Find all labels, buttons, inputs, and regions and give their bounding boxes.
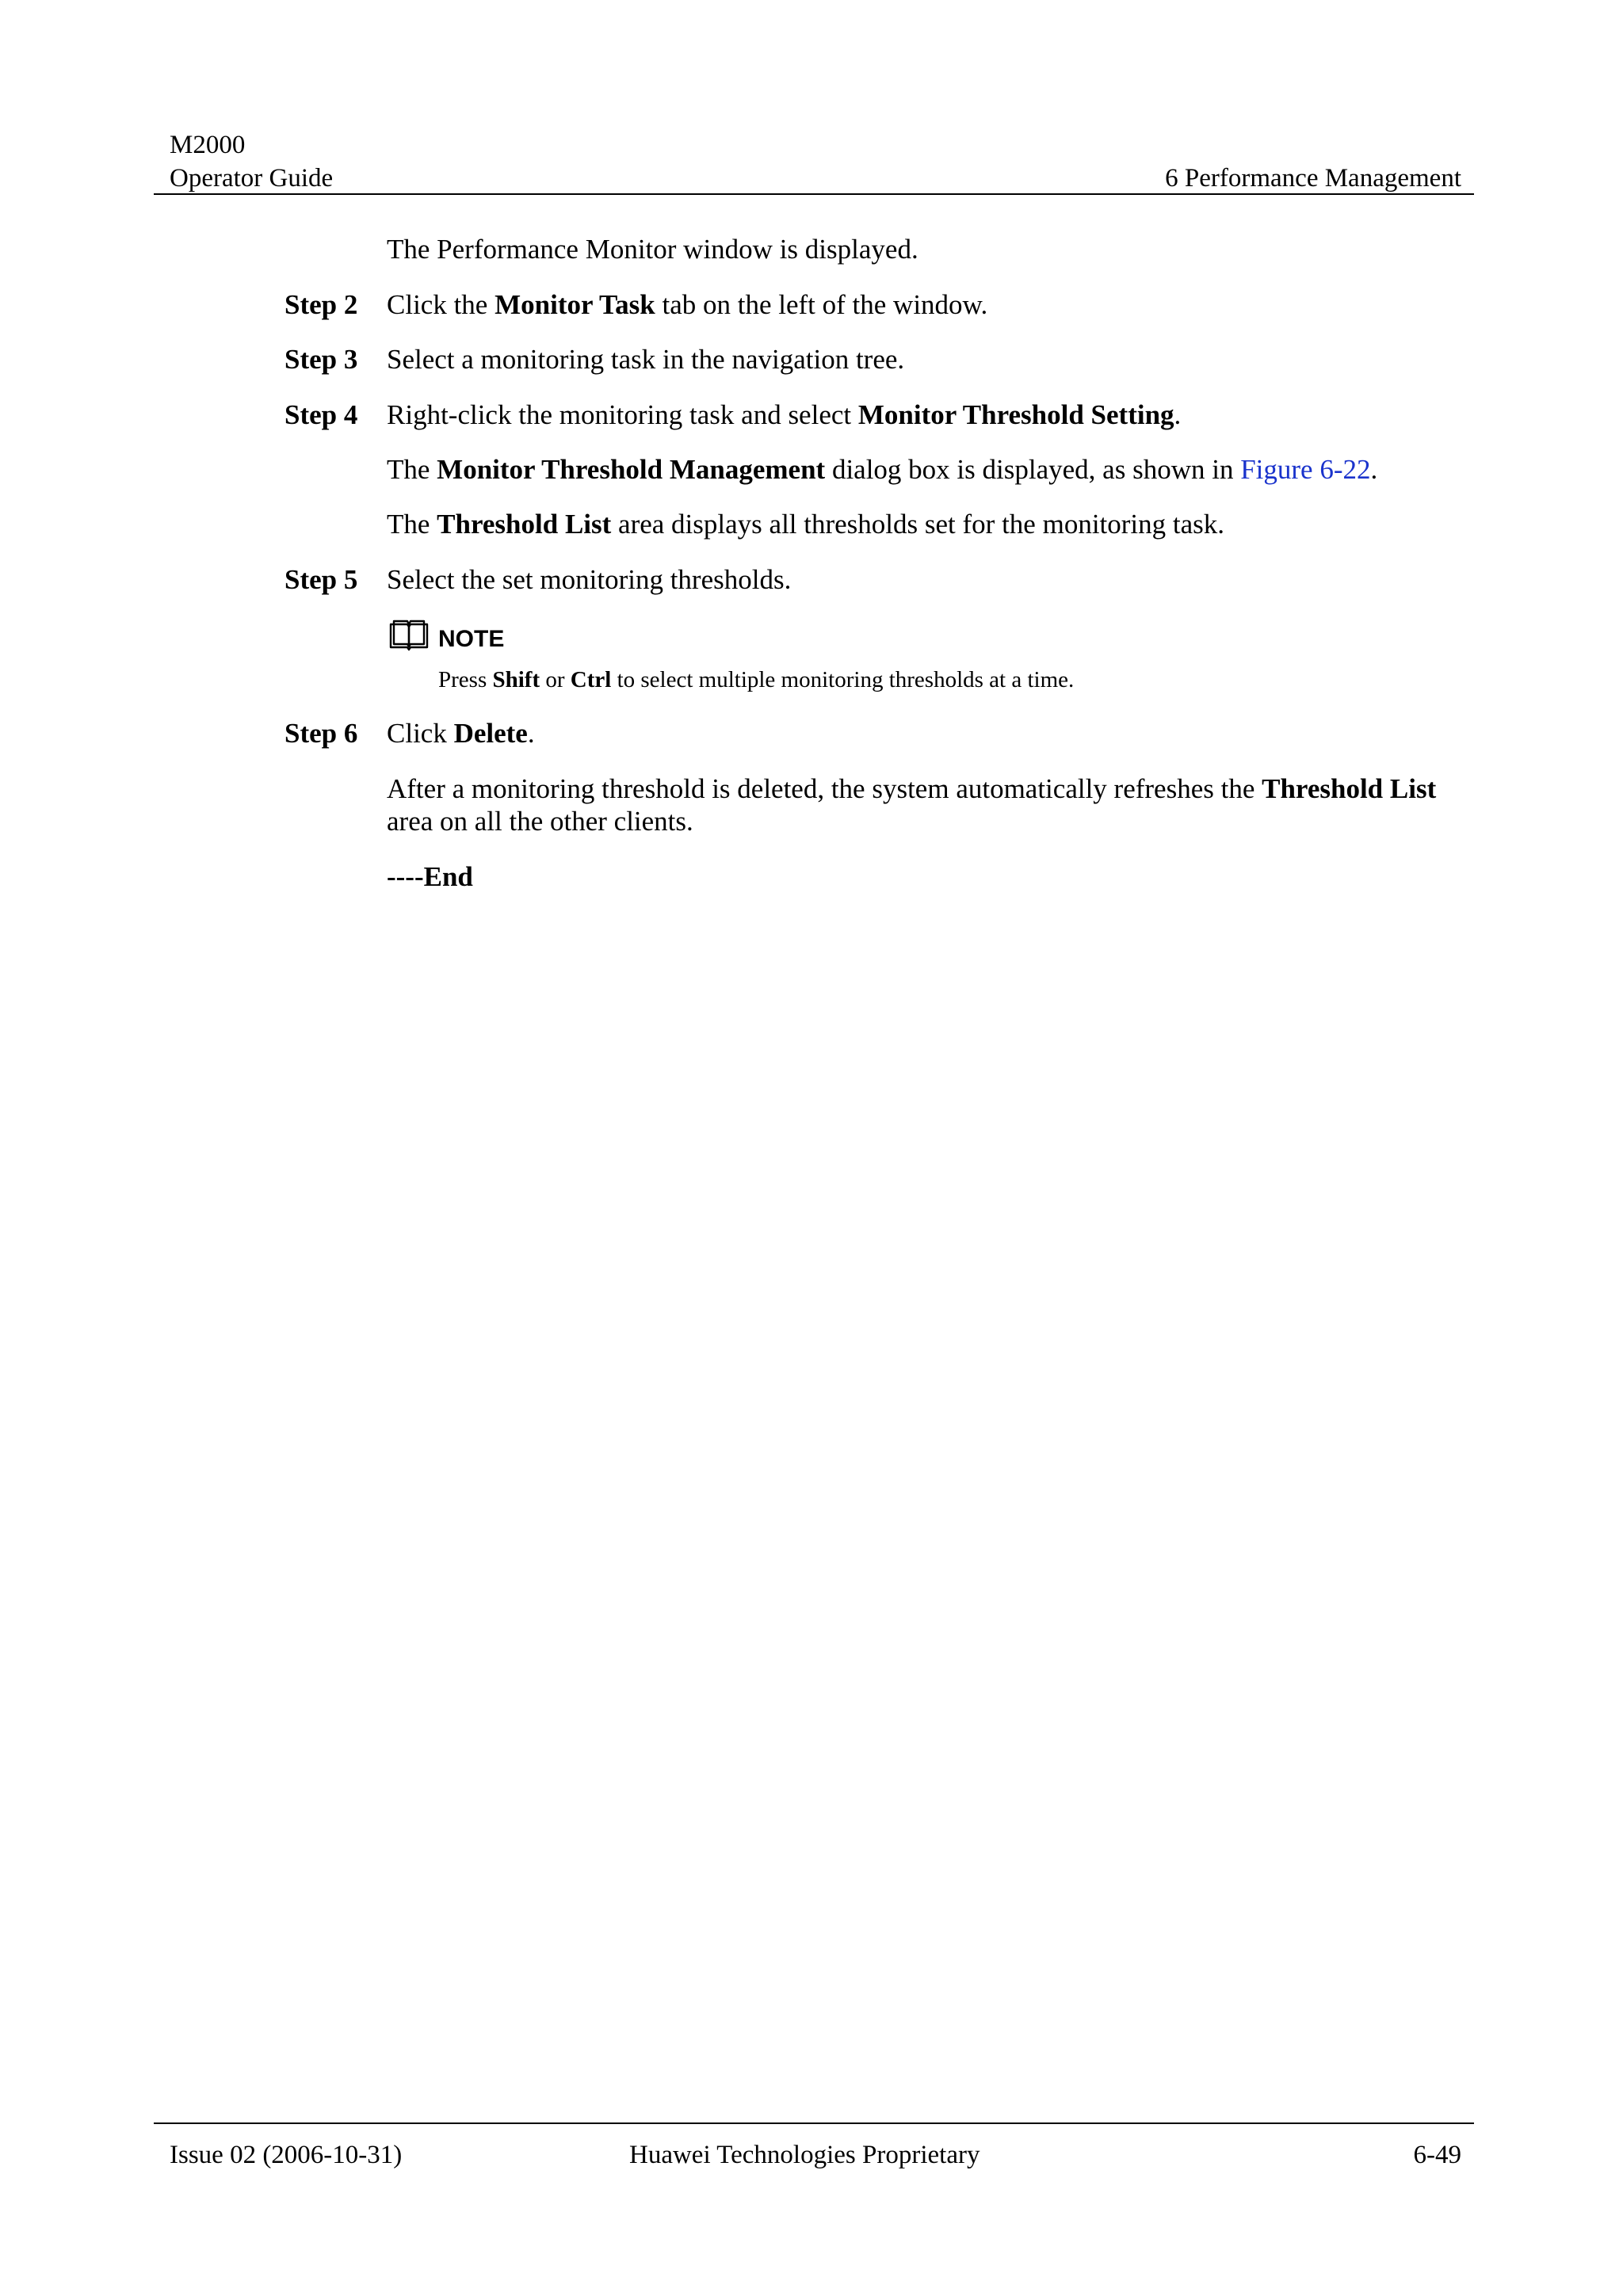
step-2-label: Step 2 [285,289,358,320]
threshold-list-term-2: Threshold List [1262,773,1437,804]
header-manual: Operator Guide [170,164,334,193]
header-chapter: 6 Performance Management [1165,164,1461,193]
step-6-label: Step 6 [285,718,358,749]
end-marker: ----End [387,861,473,892]
threshold-list-term: Threshold List [437,509,612,540]
figure-link[interactable]: Figure 6-22 [1240,454,1371,485]
step-2-text: Click the Monitor Task tab on the left of the window. [387,289,988,320]
intro-text: The Performance Monitor window is displayed. [387,234,918,265]
footer-proprietary: Huawei Technologies Proprietary [629,2141,980,2169]
footer-rule [154,2122,1474,2124]
step-4-label: Step 4 [285,399,358,430]
step-6-text: Click Delete. [387,718,535,749]
step-3-text: Select a monitoring task in the navigation tree. [387,344,905,375]
dialog-paragraph: The Monitor Threshold Management dialog box is displayed, as shown in Figure 6-22. [387,454,1378,485]
step-3-label: Step 3 [285,344,358,375]
step-5-text: Select the set monitoring thresholds. [387,564,792,595]
delete-term: Delete [453,718,528,749]
book-icon [388,620,430,651]
step-4-text: Right-click the monitoring task and select Monitor Threshold Setting. [387,399,1182,430]
note-text: Press Shift or Ctrl to select multiple monitoring thresholds at a time. [438,667,1075,692]
monitor-threshold-setting-term: Monitor Threshold Setting [857,399,1174,430]
threshold-list-paragraph: The Threshold List area displays all thresholds set for the monitoring task. [387,509,1225,540]
footer-issue: Issue 02 (2006-10-31) [170,2141,403,2169]
header-rule [154,193,1474,195]
monitor-task-term: Monitor Task [495,289,655,320]
header-product: M2000 [170,131,246,159]
refresh-paragraph: After a monitoring threshold is deleted, the system automatically refreshes the Threshold List area on all the other clients. [387,773,1437,837]
shift-key-term: Shift [492,667,540,692]
dialog-name-term: Monitor Threshold Management [437,454,826,485]
footer-page-number: 6-49 [1413,2141,1461,2169]
ctrl-key-term: Ctrl [570,667,612,692]
step-5-label: Step 5 [285,564,358,595]
note-label: NOTE [438,626,505,652]
